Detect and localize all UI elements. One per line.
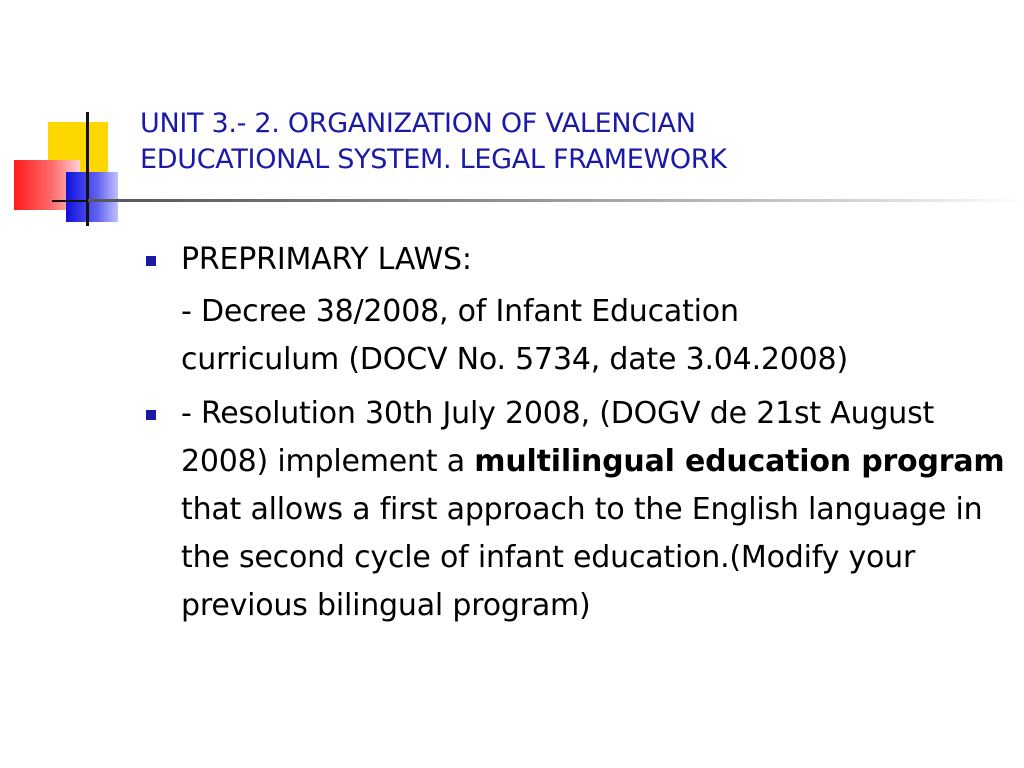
- sub-text-line-1: - Decree 38/2008, of Infant Education: [181, 294, 739, 329]
- bullet-text-before: - Resolution 30th July 2008, (DOGV de 21st August 2008) implement a: [181, 396, 935, 479]
- square-bullet-icon: [146, 410, 156, 420]
- bullet-item-resolution: [140, 390, 1010, 630]
- bullet-text: PREPRIMARY LAWS:: [181, 242, 472, 277]
- slide-body: [140, 236, 1010, 630]
- bullet-bold-text: multilingual education program: [474, 444, 1005, 479]
- sub-item-decree: [140, 288, 1010, 384]
- sub-text-line-2: curriculum (DOCV No. 5734, date 3.04.2008): [181, 342, 848, 377]
- square-bullet-icon: [146, 256, 156, 266]
- bullet-item-preprimary: [140, 236, 1010, 284]
- vertical-line: [86, 112, 89, 226]
- title-divider: [88, 199, 1024, 202]
- blue-square: [66, 172, 118, 222]
- slide-title: [140, 106, 1000, 178]
- decorative-squares: [0, 0, 140, 240]
- title-line-1: UNIT 3.- 2. ORGANIZATION OF VALENCIAN: [140, 108, 696, 139]
- bullet-text-after: that allows a first approach to the English language in the second cycle of infant education.(Modify your previous bilingual program): [181, 492, 983, 623]
- title-line-2: EDUCATIONAL SYSTEM. LEGAL FRAMEWORK: [140, 144, 727, 175]
